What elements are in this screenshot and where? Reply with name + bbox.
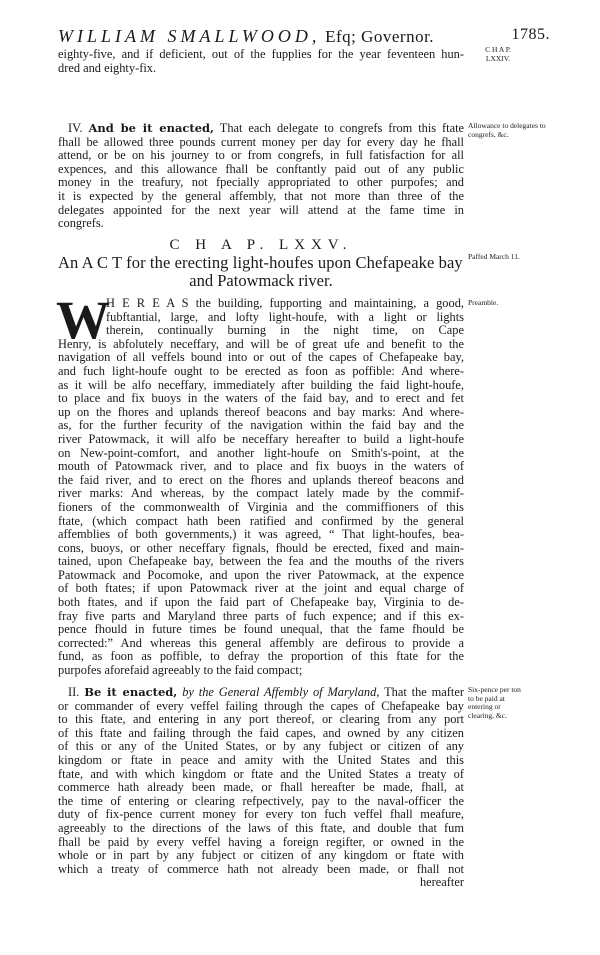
text-run: attend, or be on his journey to or from congrefs, in full fatisfaction for all: [58, 149, 464, 163]
text-line: [58, 297, 464, 311]
section-iv: [58, 122, 464, 231]
text-run: up on the fhores and uplands thereof beacons and bay marks: And where-: [58, 405, 464, 419]
text-line: [58, 163, 464, 177]
text-run: commerce hath already been made, or fhall hereafter be made, fhall, at: [58, 781, 464, 795]
text-line: [58, 324, 464, 338]
text-line: [58, 447, 464, 461]
text-run: kingdom or ftate in peace and amity with the United States and this: [58, 753, 464, 767]
text-run: therein, continually burning in the night time, on Cape: [106, 324, 464, 338]
text-run: corrected:” And whereas this general affembly are defirous to provide a: [58, 636, 464, 650]
text-line: [58, 122, 464, 136]
text-run: as it will be alfo neceffary, immediately after building the faid light-houfe,: [58, 378, 464, 392]
text-line: [58, 650, 464, 664]
text-line: [58, 727, 464, 741]
text-line: [58, 713, 464, 727]
text-line: [58, 754, 464, 768]
text-line: [58, 863, 464, 877]
governor-name: WILLIAM SMALLWOOD,: [58, 26, 321, 46]
text-line: [58, 204, 464, 218]
running-header: [58, 26, 550, 46]
text-line: [58, 379, 464, 393]
text-line: [58, 515, 464, 529]
text-line: [58, 433, 464, 447]
text-run: of this or any of the United States, or by any fubject or citizen of any: [58, 740, 464, 754]
text-line: [58, 48, 464, 62]
continued-text: [58, 48, 464, 75]
enacting-clause: Be it enacted,: [84, 686, 178, 699]
text-line: [58, 623, 464, 637]
text-run: That the mafter: [379, 686, 464, 699]
text-run: as, for the further fecurity of the navigation within the faid bay and the: [58, 419, 464, 433]
text-line: [58, 596, 464, 610]
text-line: [58, 311, 464, 325]
text-line: [58, 876, 464, 890]
text-line: [58, 217, 464, 231]
text-run: mouth of Patowmack river, and to place and fix buoys in the waters of: [58, 460, 464, 474]
text-run: That each delegate to congrefs from this ftate: [214, 122, 464, 135]
text-line: [58, 149, 464, 163]
act-title-line-1: An A C T for the erecting light-houfes upon Chefapeake bay: [58, 253, 463, 272]
text-line: [58, 338, 464, 352]
text-run: the time of entering or clearing refpectively, pay to the naval-officer the: [58, 794, 464, 808]
margin-note-preamble: Preamble.: [468, 298, 499, 307]
text-line: [58, 62, 464, 76]
act-title-line-2: and Patowmack river.: [189, 271, 333, 290]
text-line: [58, 176, 464, 190]
text-run: duty of fix-pence current money for every ton fuch veffel fhall meafure,: [58, 808, 464, 822]
text-run: on New-point-comfort, and another light-houfe on Smith's-point, at the: [58, 446, 464, 460]
text-run: dred and eighty-fix.: [58, 61, 157, 75]
margin-note-passed: Paffed March 11.: [468, 252, 520, 261]
text-line: [58, 808, 464, 822]
text-line: [58, 365, 464, 379]
enacting-authority: by the General Affembly of Maryland,: [177, 686, 380, 699]
catchword: hereafter: [419, 876, 464, 890]
section-number: II.: [68, 686, 85, 699]
text-line: [58, 392, 464, 406]
text-run: eighty-five, and if deficient, out of the fupplies for the year feventeen hun-: [58, 48, 464, 61]
text-line: [58, 190, 464, 204]
text-run: and fuch light-houfe ought to be erected as foon as poffible: And where-: [58, 364, 464, 378]
text-run: delegates appointed for the next year will attend at the fame time in: [58, 203, 464, 217]
text-line: [58, 836, 464, 850]
text-line: [58, 487, 464, 501]
text-line: [58, 740, 464, 754]
text-run: both ftates, and if upon the faid part of Chefapeake bay, Virginia to de-: [58, 596, 464, 610]
text-line: [58, 528, 464, 542]
page-year: 1785.: [511, 26, 550, 43]
text-run: fioners of the commonwealth of Virginia and the commiffioners of this: [58, 500, 464, 514]
text-run: to place and fix buoys in the waters of the faid bay, and to erect and fet: [58, 392, 464, 406]
text-run: fray five parts and Maryland three parts of fuch expence; and if this ex-: [58, 609, 464, 623]
governor-title: Efq; Governor.: [320, 27, 435, 46]
text-line: [58, 637, 464, 651]
enacting-clause: And be it enacted,: [88, 122, 215, 135]
text-line: [58, 781, 464, 795]
text-line: [58, 474, 464, 488]
margin-chap-label: C H A P.: [485, 45, 511, 54]
text-run: H E R E A S the building, fupporting and maintaining, a good,: [106, 297, 464, 310]
text-run: Patowmack and Pocomoke, and upon the river Patowmack, at the expence: [58, 568, 464, 582]
text-run: purpofes aforefaid agreeably to the faid compact;: [58, 664, 303, 678]
text-line: [58, 822, 464, 836]
margin-note-sixpence: Six-pence per ton to be paid at entering or clearing, &c.: [468, 685, 521, 720]
text-run: of this ftate and failing through the faid capes, and owned by any citizen: [58, 726, 464, 740]
text-line: [58, 419, 464, 433]
text-run: river marks: And whereas, by the compact lately made by the commif-: [58, 487, 464, 501]
text-line: [58, 849, 464, 863]
text-run: ftate, and with which kingdom or ftate and the United States a treaty of: [58, 767, 464, 781]
text-run: fund, as foon as poffible, to defray the proportion of this ftate for the: [58, 650, 464, 664]
preamble-text: [56, 290, 464, 678]
drop-cap: W: [56, 290, 110, 350]
text-run: or commander of every veffel failing through the capes of Chefapeake bay: [58, 699, 464, 713]
text-line: [58, 569, 464, 583]
text-line: [58, 610, 464, 624]
margin-chap-number: LXXIV.: [485, 53, 511, 63]
text-run: river Patowmack, it will alfo be neceffary hereafter to build a light-houfe: [58, 432, 464, 446]
text-run: which a treaty of commerce hath not already been made, or fhall not: [58, 862, 464, 876]
text-run: navigation of all veffels bound into or out of the capes of Chefapeake bay,: [58, 351, 464, 365]
text-line: [58, 555, 464, 569]
text-run: pence fhould in future times be found unequal, that the fame fhould be: [58, 623, 464, 637]
text-line: [58, 136, 464, 150]
text-line: [58, 460, 464, 474]
text-line: [58, 686, 464, 700]
margin-note-chap-lxxiv: [468, 46, 528, 63]
text-line: [58, 351, 464, 365]
section-number: IV.: [68, 122, 89, 135]
text-line: [58, 795, 464, 809]
chapter-heading: C H A P. LXXV.: [169, 237, 353, 253]
text-line: [58, 768, 464, 782]
text-run: expences, and this allowance fhall be conftantly paid out of any public: [58, 162, 464, 176]
text-run: fubftantial, large, and lofty light-houfe, with a light or lights: [106, 310, 464, 324]
text-line: [58, 501, 464, 515]
text-run: ftate, (which compact hath been ratified and confirmed by the general: [58, 514, 464, 528]
text-run: tained, upon Chefapeake bay, between the fea and the mouths of the rivers: [58, 555, 464, 569]
text-run: the faid river, and to erect on the fhores and uplands thereof beacons and: [58, 473, 464, 487]
text-line: [58, 406, 464, 420]
text-run: affemblies of both governments,) it was agreed, “ That light-houfes, bea-: [58, 528, 464, 542]
text-run: whole or in part by any fubject or citizen of any kingdom or ftate with: [58, 849, 464, 863]
text-run: fhall be paid by every veffel having a foreign regifter, or owned in the: [58, 835, 464, 849]
text-run: money in the treafury, not fpecially appropriated to other purpofes; and: [58, 176, 464, 190]
text-run: of both ftates; if upon Patowmack river at the joint and equal charge of: [58, 582, 464, 596]
text-line: [58, 700, 464, 714]
text-run: to this ftate, and entering in any port thereof, or clearing from any port: [58, 713, 464, 727]
section-ii: [58, 686, 464, 890]
margin-note-allowance: Allowance to delegates to congrefs, &c.: [468, 121, 546, 139]
text-run: cons, buoys, or other neceffary fignals, fhould be erected, fixed and main-: [58, 541, 464, 555]
text-run: congrefs.: [58, 217, 104, 231]
text-run: fhall be allowed three pounds current money per day for every day he fhall: [58, 135, 464, 149]
text-line: [58, 664, 464, 678]
text-run: it is expected by the general affembly, that not more than three of the: [58, 189, 464, 203]
text-run: Henry, is abfolutely neceffary, and will be of great ufe and benefit to the: [58, 337, 464, 351]
text-run: agreeably to the directions of the laws of this ftate, and double that fum: [58, 821, 464, 835]
text-line: [58, 542, 464, 556]
text-line: [58, 582, 464, 596]
